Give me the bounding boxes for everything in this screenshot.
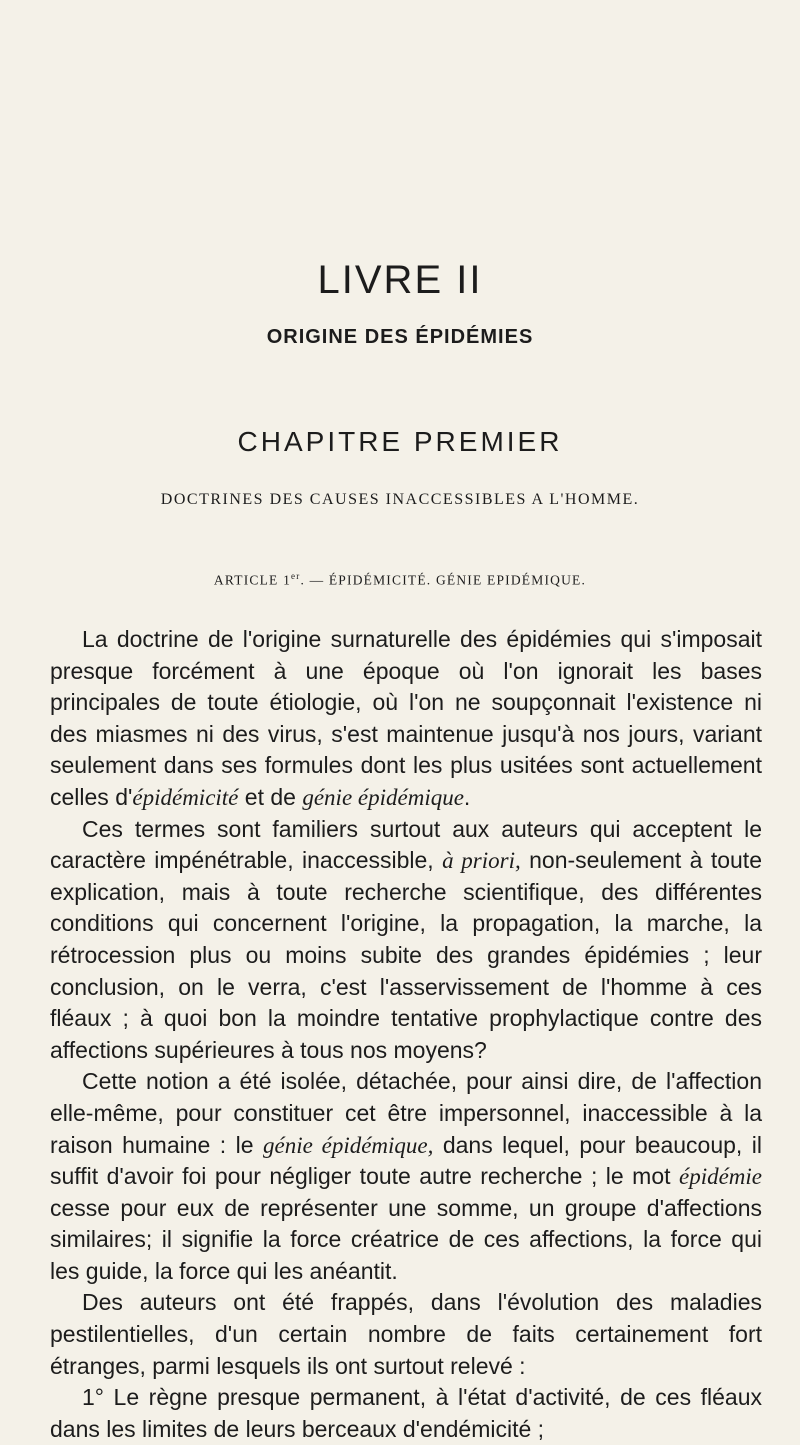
paragraph-3-text-c: cesse pour eux de représenter une somme, un groupe d'affections similaires; il signifie la force créatrice de ces affections, la force qui les guide, la force qui les anéantit. xyxy=(50,1194,762,1284)
article-title: . — ÉPIDÉMICITÉ. GÉNIE EPIDÉMIQUE. xyxy=(300,572,587,588)
paragraph-1-italic-2: génie épidémique xyxy=(302,784,464,810)
article-ordinal-suffix: er xyxy=(291,571,301,581)
paragraph-2-text-b: non-seulement à toute explication, mais à toute recherche scientifique, des différentes conditions qui concernent l'origine, la propagation, la marche, la rétrocession plus ou moins subite des grandes épidémies ; leur conclusion, on le verra, c'est l'asservissement de l'homme à ces fléaux ; à quoi bon la moindre tentative prophylactique contre des affections supérieures à tous nos moyens? xyxy=(50,847,762,1063)
chapter-subtitle: DOCTRINES DES CAUSES INACCESSIBLES A L'HOMME. xyxy=(160,491,640,508)
paragraph-3-italic-1: génie épidémique, xyxy=(262,1132,434,1158)
book-livre-heading: LIVRE II xyxy=(317,258,483,302)
paragraph-2 xyxy=(50,814,762,1067)
paragraph-5-text: 1° Le règne presque permanent, à l'état d'activité, de ces fléaux dans les limites de leurs berceaux d'endémicité ; xyxy=(50,1384,762,1442)
paragraph-1-italic-1: épidémicité xyxy=(132,784,239,810)
body-text xyxy=(50,624,762,1445)
paragraph-3-text-b: dans lequel, pour beaucoup, il suffit d'avoir foi pour négliger toute autre recherche ; le mot xyxy=(50,1131,762,1190)
paragraph-2-italic-1: à priori, xyxy=(442,848,521,874)
paragraph-3-italic-2: épidémie xyxy=(678,1164,762,1190)
paragraph-3-text-a: Cette notion a été isolée, détachée, pour ainsi dire, de l'affection elle-même, pour constituer cet être impersonnel, inaccessible à la raison humaine : le xyxy=(50,1068,762,1158)
paragraph-1-text-c: . xyxy=(463,783,471,810)
paragraph-4 xyxy=(50,1287,762,1382)
paragraph-4-text: Des auteurs ont été frappés, dans l'évolution des maladies pestilentielles, d'un certain nombre de faits certainement fort étranges, parmi lesquels ils ont surtout relevé : xyxy=(50,1289,762,1379)
article-label: ARTICLE 1 xyxy=(213,572,292,588)
article-heading xyxy=(0,571,800,589)
paragraph-1-text-b: et de xyxy=(238,783,303,810)
paragraph-1-text-a: La doctrine de l'origine surnaturelle des épidémies qui s'imposait presque forcément à une époque où l'on ignorait les bases principales de toute étiologie, où l'on ne soupçonnait l'existence ni des miasmes ni des virus, s'est maintenue jusqu'à nos jours, variant seulement dans ses formules dont les plus usitées sont actuellement celles d' xyxy=(50,626,762,810)
paragraph-1 xyxy=(50,624,762,814)
part-title: ORIGINE DES ÉPIDÉMIES xyxy=(266,326,534,348)
paragraph-5 xyxy=(50,1382,762,1445)
paragraph-3 xyxy=(50,1066,762,1287)
chapter-title: CHAPITRE PREMIER xyxy=(237,426,563,457)
paragraph-2-text-a: Ces termes sont familiers surtout aux auteurs qui acceptent le caractère impénétrable, inaccessible, xyxy=(50,815,762,874)
